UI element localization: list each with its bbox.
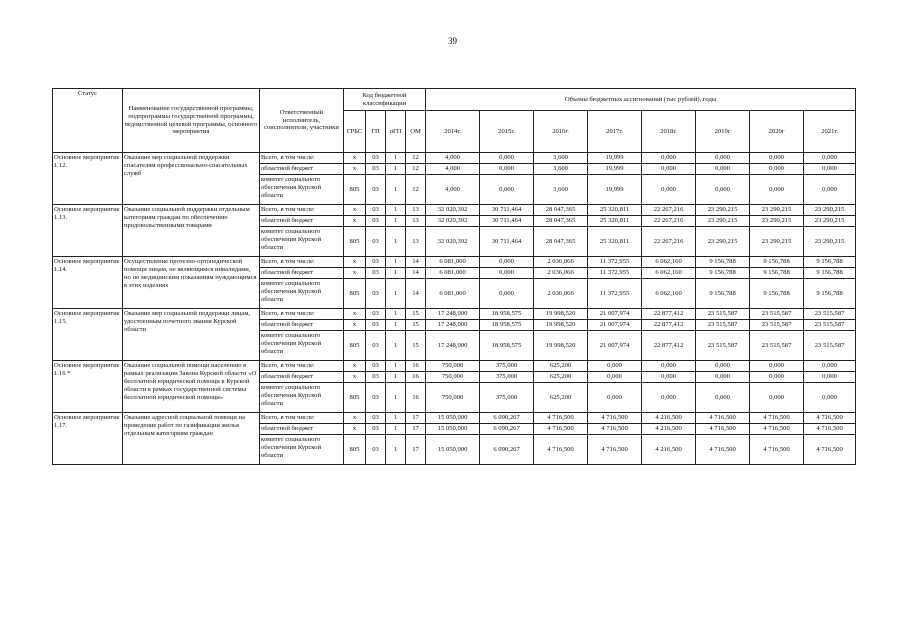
pgp-cell: 1 bbox=[386, 435, 406, 465]
value-cell: 23 290,215 bbox=[696, 205, 750, 216]
value-cell: 11 372,955 bbox=[588, 257, 642, 268]
gp-cell: 03 bbox=[366, 227, 386, 257]
value-cell: 0,000 bbox=[750, 164, 804, 175]
value-cell: 625,200 bbox=[534, 383, 588, 413]
value-cell: 6 081,000 bbox=[426, 268, 480, 279]
executor-cell: областной бюджет bbox=[260, 216, 344, 227]
value-cell: 15 050,000 bbox=[426, 413, 480, 424]
gp-cell: 03 bbox=[366, 424, 386, 435]
executor-cell: Всего, в том числе: bbox=[260, 257, 344, 268]
value-cell: 23 290,215 bbox=[696, 216, 750, 227]
value-cell: 375,000 bbox=[480, 361, 534, 372]
grbs-cell: x bbox=[344, 164, 366, 175]
value-cell: 21 007,974 bbox=[588, 331, 642, 361]
value-cell: 19,999 bbox=[588, 175, 642, 205]
gp-cell: 03 bbox=[366, 320, 386, 331]
header-status: Статус bbox=[53, 89, 123, 153]
value-cell: 0,000 bbox=[480, 164, 534, 175]
value-cell: 18 958,575 bbox=[480, 320, 534, 331]
status-cell: Основное мероприятие 1.15. bbox=[53, 309, 123, 361]
value-cell: 22 877,412 bbox=[642, 331, 696, 361]
measure-name-cell: Оказание мер социальной поддержки лицам, удостоенным почетного звания Курской области bbox=[123, 309, 260, 361]
executor-cell: комитет социального обеспечения Курской области bbox=[260, 331, 344, 361]
header-volumes: Объемы бюджетных ассигнований (тыс рублей), годы bbox=[426, 89, 856, 111]
om-cell: 17 bbox=[406, 435, 426, 465]
value-cell: 23 515,587 bbox=[750, 309, 804, 320]
om-cell: 12 bbox=[406, 175, 426, 205]
pgp-cell: 1 bbox=[386, 413, 406, 424]
grbs-cell: x bbox=[344, 361, 366, 372]
om-cell: 17 bbox=[406, 424, 426, 435]
gp-cell: 03 bbox=[366, 372, 386, 383]
table-row bbox=[53, 153, 856, 164]
pgp-cell: 1 bbox=[386, 164, 406, 175]
gp-cell: 03 bbox=[366, 309, 386, 320]
value-cell: 23 290,215 bbox=[750, 216, 804, 227]
pgp-cell: 1 bbox=[386, 309, 406, 320]
grbs-cell: x bbox=[344, 320, 366, 331]
value-cell: 30 711,464 bbox=[480, 216, 534, 227]
header-executor: Ответственный исполнитель, соисполнители, участники bbox=[260, 89, 344, 153]
value-cell: 9 156,788 bbox=[750, 257, 804, 268]
executor-cell: Всего, в том числе: bbox=[260, 309, 344, 320]
value-cell: 32 020,392 bbox=[426, 227, 480, 257]
pgp-cell: 1 bbox=[386, 216, 406, 227]
value-cell: 0,000 bbox=[480, 153, 534, 164]
value-cell: 0,000 bbox=[642, 361, 696, 372]
value-cell: 9 156,788 bbox=[696, 279, 750, 309]
pgp-cell: 1 bbox=[386, 153, 406, 164]
value-cell: 18 958,575 bbox=[480, 309, 534, 320]
value-cell: 0,000 bbox=[696, 361, 750, 372]
pgp-cell: 1 bbox=[386, 372, 406, 383]
value-cell: 9 156,788 bbox=[696, 257, 750, 268]
pgp-cell: 1 bbox=[386, 383, 406, 413]
value-cell: 625,200 bbox=[534, 372, 588, 383]
grbs-cell: 805 bbox=[344, 175, 366, 205]
value-cell: 0,000 bbox=[642, 164, 696, 175]
value-cell: 4 216,500 bbox=[642, 435, 696, 465]
value-cell: 0,000 bbox=[750, 153, 804, 164]
value-cell: 0,000 bbox=[588, 383, 642, 413]
gp-cell: 03 bbox=[366, 216, 386, 227]
header-year: 2014г. bbox=[426, 111, 480, 153]
value-cell: 625,200 bbox=[534, 361, 588, 372]
header-year: 2016г. bbox=[534, 111, 588, 153]
value-cell: 4 216,500 bbox=[642, 413, 696, 424]
pgp-cell: 1 bbox=[386, 361, 406, 372]
grbs-cell: 805 bbox=[344, 279, 366, 309]
om-cell: 12 bbox=[406, 164, 426, 175]
value-cell: 0,000 bbox=[750, 175, 804, 205]
om-cell: 14 bbox=[406, 279, 426, 309]
om-cell: 15 bbox=[406, 320, 426, 331]
header-row-1 bbox=[53, 89, 856, 111]
executor-cell: комитет социального обеспечения Курской области bbox=[260, 279, 344, 309]
measure-name-cell: Оказание социальной помощи населению в рамках реализации Закона Курской области «О бесплатной юридической помощи в Курской области в рамках государственной системы бесплатной юридической помощи» bbox=[123, 361, 260, 413]
grbs-cell: 805 bbox=[344, 435, 366, 465]
om-cell: 14 bbox=[406, 268, 426, 279]
value-cell: 17 248,000 bbox=[426, 331, 480, 361]
header-year: 2020г bbox=[750, 111, 804, 153]
value-cell: 0,000 bbox=[804, 372, 856, 383]
value-cell: 4 716,500 bbox=[534, 435, 588, 465]
value-cell: 19 998,520 bbox=[534, 331, 588, 361]
grbs-cell: x bbox=[344, 268, 366, 279]
gp-cell: 03 bbox=[366, 257, 386, 268]
executor-cell: Всего, в том числе: bbox=[260, 153, 344, 164]
om-cell: 15 bbox=[406, 331, 426, 361]
om-cell: 13 bbox=[406, 205, 426, 216]
value-cell: 22 877,412 bbox=[642, 320, 696, 331]
value-cell: 4,000 bbox=[426, 175, 480, 205]
value-cell: 17 248,000 bbox=[426, 320, 480, 331]
value-cell: 0,000 bbox=[480, 279, 534, 309]
header-year: 2015г. bbox=[480, 111, 534, 153]
value-cell: 11 372,955 bbox=[588, 268, 642, 279]
value-cell: 4,000 bbox=[426, 164, 480, 175]
value-cell: 25 320,811 bbox=[588, 205, 642, 216]
value-cell: 4 716,500 bbox=[804, 413, 856, 424]
value-cell: 4 716,500 bbox=[696, 435, 750, 465]
value-cell: 28 047,365 bbox=[534, 227, 588, 257]
om-cell: 13 bbox=[406, 227, 426, 257]
value-cell: 22 267,216 bbox=[642, 227, 696, 257]
value-cell: 4 716,500 bbox=[588, 413, 642, 424]
gp-cell: 03 bbox=[366, 279, 386, 309]
value-cell: 4 216,500 bbox=[642, 424, 696, 435]
om-cell: 14 bbox=[406, 257, 426, 268]
grbs-cell: x bbox=[344, 309, 366, 320]
executor-cell: областной бюджет bbox=[260, 424, 344, 435]
executor-cell: комитет социального обеспечения Курской области bbox=[260, 227, 344, 257]
value-cell: 0,000 bbox=[642, 175, 696, 205]
executor-cell: комитет социального обеспечения Курской области bbox=[260, 175, 344, 205]
om-cell: 13 bbox=[406, 216, 426, 227]
value-cell: 22 267,216 bbox=[642, 216, 696, 227]
table-row bbox=[53, 309, 856, 320]
value-cell: 6 062,160 bbox=[642, 279, 696, 309]
value-cell: 0,000 bbox=[588, 372, 642, 383]
grbs-cell: x bbox=[344, 216, 366, 227]
value-cell: 23 515,587 bbox=[696, 331, 750, 361]
gp-cell: 03 bbox=[366, 435, 386, 465]
header-grbs: ГРБС bbox=[344, 111, 366, 153]
value-cell: 0,000 bbox=[750, 372, 804, 383]
om-cell: 16 bbox=[406, 383, 426, 413]
om-cell: 15 bbox=[406, 309, 426, 320]
value-cell: 0,000 bbox=[642, 383, 696, 413]
value-cell: 9 156,788 bbox=[804, 257, 856, 268]
status-cell: Основное мероприятие 1.13. bbox=[53, 205, 123, 257]
value-cell: 0,000 bbox=[642, 372, 696, 383]
table-row bbox=[53, 413, 856, 424]
value-cell: 4 716,500 bbox=[696, 424, 750, 435]
value-cell: 375,000 bbox=[480, 383, 534, 413]
value-cell: 0,000 bbox=[804, 361, 856, 372]
value-cell: 23 515,587 bbox=[750, 331, 804, 361]
value-cell: 23 515,587 bbox=[804, 309, 856, 320]
executor-cell: Всего, в том числе: bbox=[260, 361, 344, 372]
om-cell: 16 bbox=[406, 361, 426, 372]
value-cell: 23 515,587 bbox=[696, 309, 750, 320]
executor-cell: областной бюджет bbox=[260, 164, 344, 175]
value-cell: 3,600 bbox=[534, 153, 588, 164]
value-cell: 6 090,267 bbox=[480, 435, 534, 465]
value-cell: 6 081,000 bbox=[426, 257, 480, 268]
executor-cell: комитет социального обеспечения Курской области bbox=[260, 435, 344, 465]
value-cell: 4 716,500 bbox=[804, 424, 856, 435]
grbs-cell: x bbox=[344, 205, 366, 216]
table-row bbox=[53, 361, 856, 372]
pgp-cell: 1 bbox=[386, 320, 406, 331]
value-cell: 0,000 bbox=[696, 164, 750, 175]
pgp-cell: 1 bbox=[386, 227, 406, 257]
value-cell: 9 156,788 bbox=[696, 268, 750, 279]
value-cell: 6 090,267 bbox=[480, 413, 534, 424]
value-cell: 23 515,587 bbox=[804, 331, 856, 361]
value-cell: 4 716,500 bbox=[534, 413, 588, 424]
value-cell: 4 716,500 bbox=[750, 435, 804, 465]
budget-table bbox=[52, 88, 856, 465]
table-body bbox=[53, 153, 856, 465]
value-cell: 4 716,500 bbox=[696, 413, 750, 424]
gp-cell: 03 bbox=[366, 331, 386, 361]
executor-cell: Всего, в том числе: bbox=[260, 205, 344, 216]
grbs-cell: x bbox=[344, 413, 366, 424]
value-cell: 9 156,788 bbox=[804, 268, 856, 279]
value-cell: 23 515,587 bbox=[696, 320, 750, 331]
header-name: Наименование государственной программы, подпрограммы государственной программы, ведомственной целевой программы, основного мероприятия bbox=[123, 89, 260, 153]
value-cell: 0,000 bbox=[588, 361, 642, 372]
pgp-cell: 1 bbox=[386, 424, 406, 435]
value-cell: 0,000 bbox=[804, 164, 856, 175]
value-cell: 23 290,215 bbox=[804, 216, 856, 227]
om-cell: 17 bbox=[406, 413, 426, 424]
pgp-cell: 1 bbox=[386, 268, 406, 279]
value-cell: 6 062,160 bbox=[642, 268, 696, 279]
value-cell: 23 290,215 bbox=[804, 205, 856, 216]
value-cell: 3,600 bbox=[534, 175, 588, 205]
value-cell: 4 716,500 bbox=[588, 424, 642, 435]
pgp-cell: 1 bbox=[386, 175, 406, 205]
value-cell: 19,999 bbox=[588, 164, 642, 175]
value-cell: 6 081,000 bbox=[426, 279, 480, 309]
value-cell: 750,000 bbox=[426, 372, 480, 383]
value-cell: 23 290,215 bbox=[696, 227, 750, 257]
value-cell: 0,000 bbox=[480, 268, 534, 279]
executor-cell: областной бюджет bbox=[260, 372, 344, 383]
header-year: 2021г. bbox=[804, 111, 856, 153]
value-cell: 0,000 bbox=[804, 383, 856, 413]
value-cell: 2 036,066 bbox=[534, 268, 588, 279]
gp-cell: 03 bbox=[366, 383, 386, 413]
value-cell: 750,000 bbox=[426, 383, 480, 413]
executor-cell: комитет социального обеспечения Курской области bbox=[260, 383, 344, 413]
table-row bbox=[53, 205, 856, 216]
value-cell: 25 320,811 bbox=[588, 227, 642, 257]
value-cell: 4 716,500 bbox=[750, 424, 804, 435]
status-cell: Основное мероприятие 1.12. bbox=[53, 153, 123, 205]
header-year: 2017г. bbox=[588, 111, 642, 153]
value-cell: 2 036,066 bbox=[534, 279, 588, 309]
value-cell: 30 711,464 bbox=[480, 227, 534, 257]
value-cell: 18 958,575 bbox=[480, 331, 534, 361]
status-cell: Основное мероприятие 1.14. bbox=[53, 257, 123, 309]
executor-cell: областной бюджет bbox=[260, 268, 344, 279]
value-cell: 0,000 bbox=[804, 175, 856, 205]
value-cell: 9 156,788 bbox=[750, 268, 804, 279]
page-number: 39 bbox=[448, 36, 457, 46]
value-cell: 0,000 bbox=[750, 383, 804, 413]
om-cell: 12 bbox=[406, 153, 426, 164]
value-cell: 15 050,000 bbox=[426, 424, 480, 435]
value-cell: 19,999 bbox=[588, 153, 642, 164]
om-cell: 16 bbox=[406, 372, 426, 383]
status-cell: Основное мероприятие 1.16 * bbox=[53, 361, 123, 413]
value-cell: 21 007,974 bbox=[588, 320, 642, 331]
value-cell: 25 320,811 bbox=[588, 216, 642, 227]
value-cell: 19 998,520 bbox=[534, 320, 588, 331]
value-cell: 23 515,587 bbox=[750, 320, 804, 331]
value-cell: 4 716,500 bbox=[804, 435, 856, 465]
header-om: ОМ bbox=[406, 111, 426, 153]
value-cell: 23 290,215 bbox=[750, 227, 804, 257]
measure-name-cell: Оказание адресной социальной помощи на проведение работ по газификации жилья отдельным категориям граждан bbox=[123, 413, 260, 465]
value-cell: 375,000 bbox=[480, 372, 534, 383]
grbs-cell: x bbox=[344, 424, 366, 435]
value-cell: 0,000 bbox=[696, 372, 750, 383]
executor-cell: Всего, в том числе: bbox=[260, 413, 344, 424]
status-cell: Основное мероприятие 1.17. bbox=[53, 413, 123, 465]
measure-name-cell: Осуществление протезно-ортопедической помощи лицам, не являющимся инвалидами, но по медицинским показаниям нуждающимся в этих изделиях bbox=[123, 257, 260, 309]
value-cell: 0,000 bbox=[480, 257, 534, 268]
measure-name-cell: Оказание социальной поддержки отдельным категориям граждан по обеспечению продовольственными товарами bbox=[123, 205, 260, 257]
value-cell: 32 020,392 bbox=[426, 216, 480, 227]
value-cell: 4 716,500 bbox=[534, 424, 588, 435]
value-cell: 28 047,365 bbox=[534, 205, 588, 216]
pgp-cell: 1 bbox=[386, 331, 406, 361]
header-budget-code: Код бюджетной классификации bbox=[344, 89, 426, 111]
table-row bbox=[53, 257, 856, 268]
value-cell: 21 007,974 bbox=[588, 309, 642, 320]
value-cell: 9 156,788 bbox=[804, 279, 856, 309]
value-cell: 32 020,392 bbox=[426, 205, 480, 216]
pgp-cell: 1 bbox=[386, 205, 406, 216]
grbs-cell: 805 bbox=[344, 331, 366, 361]
value-cell: 0,000 bbox=[642, 153, 696, 164]
value-cell: 30 711,464 bbox=[480, 205, 534, 216]
value-cell: 22 877,412 bbox=[642, 309, 696, 320]
value-cell: 9 156,788 bbox=[750, 279, 804, 309]
grbs-cell: 805 bbox=[344, 383, 366, 413]
gp-cell: 03 bbox=[366, 175, 386, 205]
pgp-cell: 1 bbox=[386, 257, 406, 268]
value-cell: 0,000 bbox=[696, 175, 750, 205]
grbs-cell: x bbox=[344, 372, 366, 383]
gp-cell: 03 bbox=[366, 164, 386, 175]
pgp-cell: 1 bbox=[386, 279, 406, 309]
grbs-cell: x bbox=[344, 153, 366, 164]
value-cell: 23 290,215 bbox=[750, 205, 804, 216]
gp-cell: 03 bbox=[366, 153, 386, 164]
gp-cell: 03 bbox=[366, 413, 386, 424]
value-cell: 0,000 bbox=[804, 153, 856, 164]
executor-cell: областной бюджет bbox=[260, 320, 344, 331]
value-cell: 4 716,500 bbox=[750, 413, 804, 424]
value-cell: 0,000 bbox=[696, 383, 750, 413]
value-cell: 28 047,365 bbox=[534, 216, 588, 227]
header-year: 2018г. bbox=[642, 111, 696, 153]
header-pgp: пГП bbox=[386, 111, 406, 153]
value-cell: 15 050,000 bbox=[426, 435, 480, 465]
value-cell: 0,000 bbox=[696, 153, 750, 164]
value-cell: 23 290,215 bbox=[804, 227, 856, 257]
value-cell: 4 716,500 bbox=[588, 435, 642, 465]
grbs-cell: 805 bbox=[344, 227, 366, 257]
gp-cell: 03 bbox=[366, 268, 386, 279]
value-cell: 6 062,160 bbox=[642, 257, 696, 268]
grbs-cell: x bbox=[344, 257, 366, 268]
value-cell: 19 998,520 bbox=[534, 309, 588, 320]
value-cell: 23 515,587 bbox=[804, 320, 856, 331]
value-cell: 11 372,955 bbox=[588, 279, 642, 309]
value-cell: 22 267,216 bbox=[642, 205, 696, 216]
value-cell: 2 036,066 bbox=[534, 257, 588, 268]
gp-cell: 03 bbox=[366, 205, 386, 216]
measure-name-cell: Оказание мер социальной поддержки спасателям профессионально-спасательных служб bbox=[123, 153, 260, 205]
header-year: 2019г bbox=[696, 111, 750, 153]
value-cell: 3,600 bbox=[534, 164, 588, 175]
value-cell: 17 248,000 bbox=[426, 309, 480, 320]
value-cell: 0,000 bbox=[480, 175, 534, 205]
header-gp: ГП bbox=[366, 111, 386, 153]
value-cell: 750,000 bbox=[426, 361, 480, 372]
gp-cell: 03 bbox=[366, 361, 386, 372]
value-cell: 4,000 bbox=[426, 153, 480, 164]
value-cell: 6 090,267 bbox=[480, 424, 534, 435]
value-cell: 0,000 bbox=[750, 361, 804, 372]
